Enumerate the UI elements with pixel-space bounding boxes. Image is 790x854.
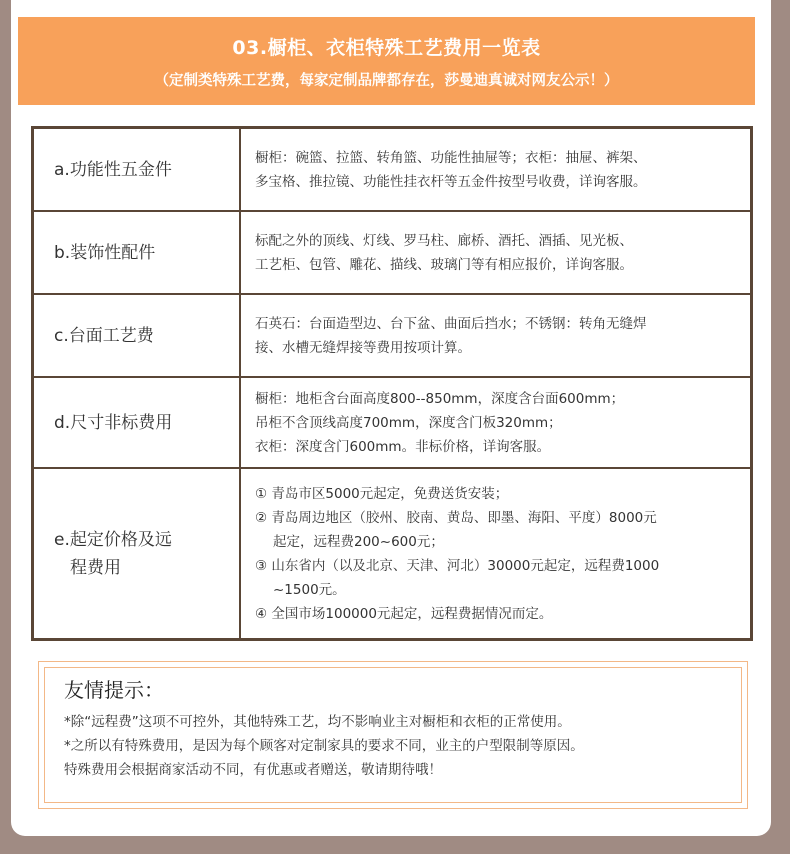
page-subtitle: （定制类特殊工艺费，每家定制品牌都存在，莎曼迪真诚对网友公示！）	[154, 73, 619, 89]
row-label-line: d.尺寸非标费用	[54, 412, 173, 433]
table-row	[34, 294, 750, 377]
description-line: ① 青岛市区5000元起定，免费送货安装；	[255, 485, 509, 502]
description-line: 多宝格、推拉镜、功能性挂衣杆等五金件按型号收费，详询客服。	[255, 173, 647, 190]
row-label	[34, 294, 240, 377]
row-description	[240, 468, 750, 638]
description-line: 橱柜：碗篮、拉篮、转角篮、功能性抽屉等；衣柜：抽屉、裤架、	[255, 149, 647, 166]
description-line: 衣柜：深度含门600mm。非标价格，详询客服。	[255, 438, 551, 455]
description-line: 工艺柜、包管、雕花、描线、玻璃门等有相应报价，详询客服。	[255, 256, 633, 273]
row-label	[34, 377, 240, 468]
row-description	[240, 294, 750, 377]
page-title: 03.橱柜、衣柜特殊工艺费用一览表	[232, 37, 541, 59]
row-description	[240, 129, 750, 211]
tips-title: 友情提示：	[64, 678, 164, 702]
row-label-line: c.台面工艺费	[54, 325, 154, 346]
tips-line: *除“远程费”这项不可控外，其他特殊工艺，均不影响业主对橱柜和衣柜的正常使用。	[64, 714, 571, 730]
row-label-line: e.起定价格及远	[54, 529, 172, 550]
fee-table-grid	[34, 129, 750, 638]
description-line: 接、水槽无缝焊接等费用按项计算。	[255, 339, 471, 356]
description-line: 标配之外的顶线、灯线、罗马柱、廊桥、酒托、酒插、见光板、	[255, 232, 633, 249]
table-row	[34, 211, 750, 294]
tips-line: 特殊费用会根据商家活动不同，有优惠或者赠送，敬请期待哦！	[64, 762, 442, 778]
row-label-line: a.功能性五金件	[54, 159, 172, 180]
description-line: ② 青岛周边地区（胶州、胶南、黄岛、即墨、海阳、平度）8000元	[255, 509, 657, 526]
table-row	[34, 377, 750, 468]
table-row	[34, 129, 750, 211]
description-line: ~1500元。	[273, 581, 346, 598]
description-line: 起定，远程费200~600元；	[273, 533, 444, 550]
description-line: ④ 全国市场100000元起定，远程费据情况而定。	[255, 605, 553, 622]
row-label	[34, 211, 240, 294]
row-label	[34, 129, 240, 211]
tips-line: *之所以有特殊费用，是因为每个顾客对定制家具的要求不同，业主的户型限制等原因。	[64, 738, 584, 754]
description-line: 吊柜不含顶线高度700mm，深度含门板320mm；	[255, 414, 562, 431]
description-line: 橱柜：地柜含台面高度800--850mm，深度含台面600mm；	[255, 390, 625, 407]
tips-box	[38, 661, 748, 809]
row-label-line: b.装饰性配件	[54, 242, 156, 263]
tips-text	[64, 710, 584, 782]
row-description	[240, 211, 750, 294]
description-line: ③ 山东省内（以及北京、天津、河北）30000元起定，远程费1000	[255, 557, 660, 574]
row-label	[34, 468, 240, 638]
description-line: 石英石：台面造型边、台下盆、曲面后挡水；不锈钢：转角无缝焊	[255, 315, 647, 332]
title-banner	[18, 17, 755, 105]
row-label-line: 程费用	[70, 557, 121, 578]
fee-table	[31, 126, 753, 641]
table-row	[34, 468, 750, 638]
row-description	[240, 377, 750, 468]
